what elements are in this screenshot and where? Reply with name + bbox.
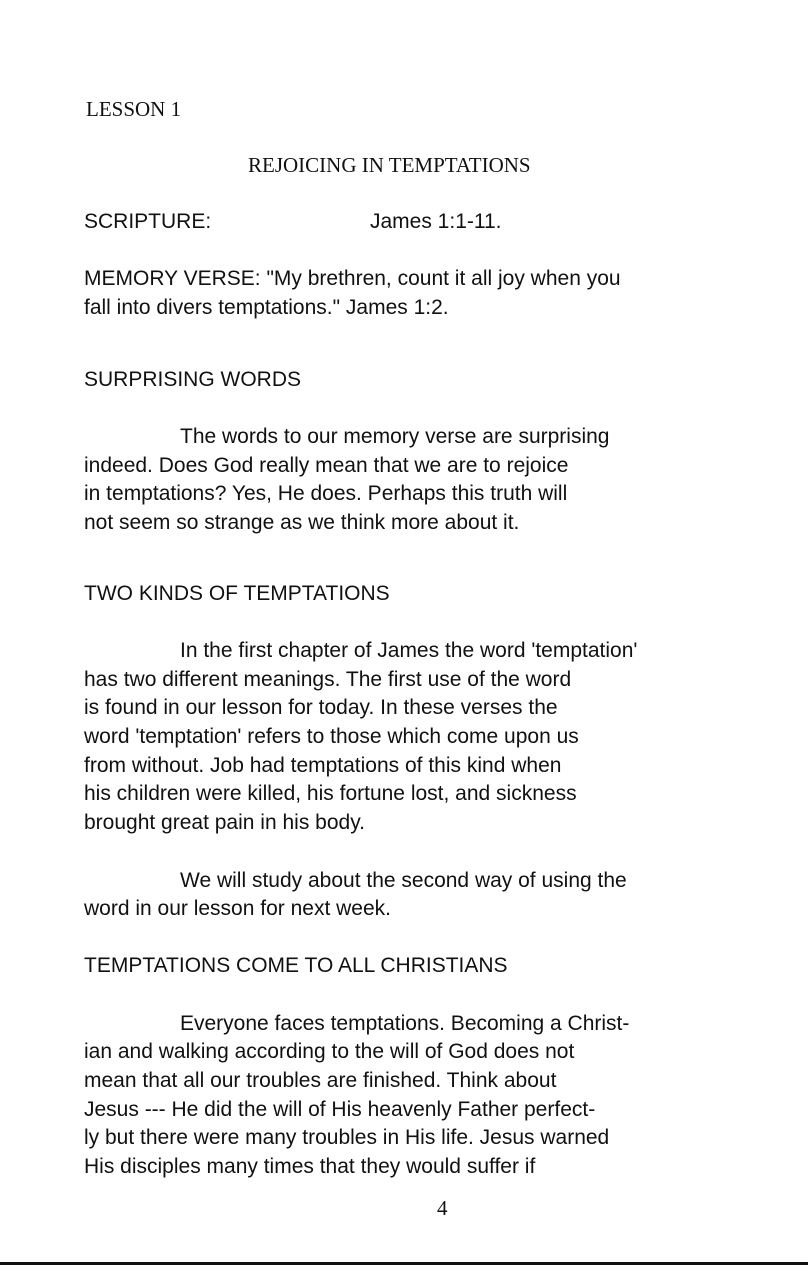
paragraph-line: His disciples many times that they would suffer if: [84, 1155, 536, 1178]
lesson-label: LESSON 1: [86, 97, 182, 121]
paragraph-line: mean that all our troubles are finished. Think about: [84, 1069, 557, 1092]
paragraph-line: The words to our memory verse are surprising: [180, 425, 610, 448]
paragraph-line: his children were killed, his fortune lost, and sickness: [84, 782, 577, 805]
paragraph-line: not seem so strange as we think more about it.: [84, 511, 520, 534]
section-heading: TWO KINDS OF TEMPTATIONS: [84, 582, 390, 605]
paragraph-line: We will study about the second way of using the: [180, 869, 627, 892]
paragraph-line: In the first chapter of James the word 'temptation': [180, 639, 638, 662]
paragraph-line: indeed. Does God really mean that we are to rejoice: [84, 454, 569, 477]
memory-verse-line: fall into divers temptations." James 1:2.: [84, 296, 449, 319]
bottom-rule: [0, 1262, 808, 1265]
memory-verse-line: MEMORY VERSE: "My brethren, count it all joy when you: [84, 267, 621, 290]
paragraph-line: Everyone faces temptations. Becoming a Christ-: [180, 1012, 630, 1035]
paragraph-line: ian and walking according to the will of God does not: [84, 1040, 575, 1063]
page-number: 4: [437, 1196, 448, 1220]
section-heading: SURPRISING WORDS: [84, 368, 302, 391]
scripture-label: SCRIPTURE:: [84, 210, 212, 233]
paragraph-line: ly but there were many troubles in His life. Jesus warned: [84, 1126, 610, 1149]
paragraph-line: from without. Job had temptations of this kind when: [84, 754, 562, 777]
page-title: REJOICING IN TEMPTATIONS: [248, 153, 531, 177]
paragraph-line: has two different meanings. The first use of the word: [84, 668, 572, 691]
paragraph-line: is found in our lesson for today. In these verses the: [84, 696, 558, 719]
paragraph-line: in temptations? Yes, He does. Perhaps this truth will: [84, 482, 568, 505]
scripture-reference: James 1:1-11.: [370, 210, 502, 233]
paragraph-line: word in our lesson for next week.: [84, 897, 391, 920]
paragraph-line: Jesus --- He did the will of His heavenly Father perfect-: [84, 1098, 596, 1121]
paragraph-line: brought great pain in his body.: [84, 811, 365, 834]
paragraph-line: word 'temptation' refers to those which come upon us: [84, 725, 579, 748]
section-heading: TEMPTATIONS COME TO ALL CHRISTIANS: [84, 954, 508, 977]
